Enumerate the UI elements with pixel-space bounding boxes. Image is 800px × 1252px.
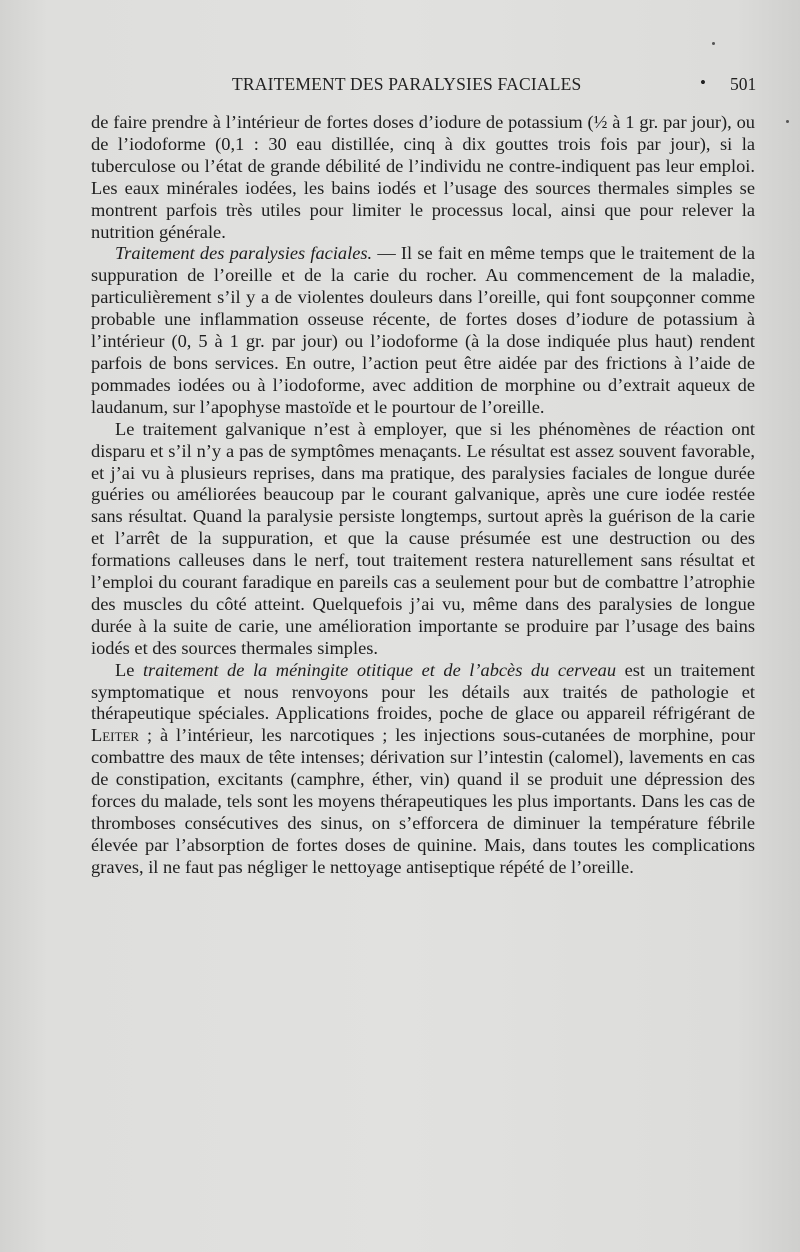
body-text <box>91 112 755 879</box>
page-number: 501 <box>730 74 757 94</box>
print-speck <box>712 42 715 45</box>
running-title: TRAITEMENT DES PARALYSIES FACIALES <box>232 74 582 94</box>
paragraph-1: de faire prendre à l’intérieur de fortes doses d’iodure de potassium (½ à 1 gr. par jour), ou de l’iodoforme (0,1 : 30 eau distillée, cinq à dix gouttes trois fois par jour), si la tuberculose ou l’état de grande débilité de l’individu ne contre-indiquent pas leur emploi. Les eaux minérales iodées, les bains iodés et l’usage des sources thermales simples se montrent parfois très utiles pour limiter le processus local, ainsi que pour relever la nutrition générale. <box>91 112 755 242</box>
header-bullet: • <box>700 73 706 92</box>
running-header <box>0 74 800 102</box>
section-heading-meningitis: traitement de la méningite otitique et de l’abcès du cerveau <box>142 659 617 680</box>
paragraph-4-intro: Le <box>115 659 143 680</box>
print-speck <box>786 120 789 123</box>
section-heading-facial-paralysis: Traitement des paralysies faciales. <box>115 243 373 264</box>
paragraph-3: Le traitement galvanique n’est à employer, que si les phénomènes de réaction ont disparu et s’il n’y a pas de symptômes menaçants. Le résultat est assez souvent favorable, et j’ai vu à plusieurs reprises, dans ma pratique, des paralysies faciales de longue durée guéries ou améliorées beaucoup par le courant galvanique, après une cure iodée restée sans résultat. Quand la paralysie persiste longtemps, surtout après la guérison de la carie et l’arrêt de la suppuration, et que la cause présumée est une destruction ou des formations calleuses dans le nerf, tout traitement restera naturellement sans résultat et l’emploi du courant faradique en pareils cas a seulement pour but de combattre l’atrophie des muscles du côté atteint. Quelquefois j’ai vu, même dans des paralysies de longue durée à la suite de carie, une amélioration importante se produire par l’usage des bains iodés et des sources thermales simples. <box>91 418 755 658</box>
paragraph-4-body-b: ; à l’intérieur, les narcotiques ; les injections sous-cutanées de morphine, pour combattre des maux de tête intenses; dérivation sur l’intestin (calomel), lavements en cas de constipation, excitants (camphre, éther, vin) quand il se produit une dépression des forces du malade, tels sont les moyens thérapeutiques les plus importants. Dans les cas de thromboses consécutives des sinus, on s’efforcera de diminuer la température fébrile élevée par l’absorption de fortes doses de quinine. Mais, dans toutes les complications graves, il ne faut pas négliger le nettoyage antiseptique répété de l’oreille. <box>91 725 755 877</box>
paragraph-2 <box>91 243 755 418</box>
paragraph-2-body: — Il se fait en même temps que le traitement de la suppuration de l’oreille et de la carie du rocher. Au commencement de la maladie, particulièrement s’il y a de violentes douleurs dans l’oreille, qui font soupçonner comme probable une inflammation osseuse récente, de fortes doses d’iodure de potassium à l’intérieur (0, 5 à 1 gr. par jour) ou l’iodoforme (à la dose indiquée plus haut) rendent parfois de bons services. En outre, l’action peut être aidée par des frictions à l’aide de pommades iodées ou à l’iodoforme, avec addition de morphine ou d’extrait aqueux de laudanum, sur l’apophyse mastoïde et le pourtour de l’oreille. <box>91 243 755 417</box>
author-name-leiter: Leiter <box>91 725 140 746</box>
paragraph-4-body-a: est un traitement symptomatique et nous renvoyons pour les détails aux traités de pathologie et thérapeutique spéciales. Applications froides, poche de glace ou appareil réfrigérant de <box>91 659 755 724</box>
paragraph-4 <box>91 660 755 879</box>
